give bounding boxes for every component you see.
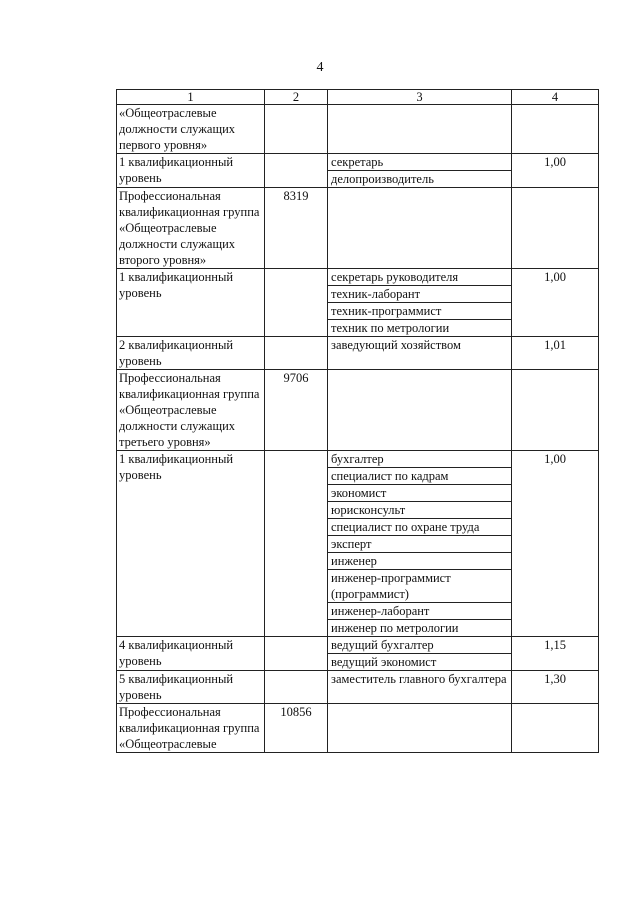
group-or-level-cell: 4 квалификационный уровень bbox=[117, 637, 265, 671]
position-item: ведущий экономист bbox=[331, 655, 437, 669]
code-cell: 9706 bbox=[265, 370, 328, 451]
position-item: инженер-лаборант bbox=[328, 603, 511, 620]
position-item: техник-программист bbox=[328, 303, 511, 320]
table-row bbox=[117, 451, 599, 637]
position-item: экономист bbox=[328, 485, 511, 502]
positions-cell bbox=[328, 337, 512, 370]
positions-cell bbox=[328, 154, 512, 188]
position-item: юрисконсульт bbox=[328, 502, 511, 519]
position-item: инженер bbox=[328, 553, 511, 570]
position-item: секретарь руководителя bbox=[328, 269, 511, 286]
code-cell bbox=[265, 337, 328, 370]
coefficient-cell: 1,01 bbox=[512, 337, 599, 370]
coefficient-cell bbox=[512, 188, 599, 269]
coefficient-cell bbox=[512, 704, 599, 753]
position-item: делопроизводитель bbox=[331, 172, 434, 186]
position-item: ведущий бухгалтер bbox=[328, 637, 511, 654]
position-item: эксперт bbox=[328, 536, 511, 553]
position-item: заместитель главного бухгалтера bbox=[331, 672, 507, 686]
code-cell: 8319 bbox=[265, 188, 328, 269]
position-item: секретарь bbox=[328, 154, 511, 171]
group-or-level-cell: 1 квалификационный уровень bbox=[117, 451, 265, 637]
group-or-level-cell: 2 квалификационный уровень bbox=[117, 337, 265, 370]
coefficient-cell bbox=[512, 370, 599, 451]
table-row bbox=[117, 154, 599, 188]
positions-cell bbox=[328, 637, 512, 671]
group-or-level-cell: Профессиональная квалификационная группа «Общеотраслевые должности служащих третьего уровня» bbox=[117, 370, 265, 451]
group-or-level-cell: 1 квалификационный уровень bbox=[117, 269, 265, 337]
coefficient-cell: 1,15 bbox=[512, 637, 599, 671]
coefficient-cell: 1,00 bbox=[512, 451, 599, 637]
table-row bbox=[117, 105, 599, 154]
code-cell bbox=[265, 105, 328, 154]
position-item: бухгалтер bbox=[328, 451, 511, 468]
group-or-level-cell: Профессиональная квалификационная группа «Общеотраслевые должности служащих второго уровня» bbox=[117, 188, 265, 269]
positions-cell bbox=[328, 269, 512, 337]
positions-cell bbox=[328, 188, 512, 269]
position-item: инженер-программист (программист) bbox=[328, 570, 511, 603]
position-item: специалист по охране труда bbox=[328, 519, 511, 536]
page-number: 4 bbox=[316, 60, 324, 75]
group-or-level-cell: Профессиональная квалификационная группа «Общеотраслевые bbox=[117, 704, 265, 753]
table-row bbox=[117, 188, 599, 269]
code-cell bbox=[265, 154, 328, 188]
position-item: специалист по кадрам bbox=[328, 468, 511, 485]
code-cell bbox=[265, 637, 328, 671]
code-cell bbox=[265, 451, 328, 637]
position-item: техник по метрологии bbox=[331, 321, 450, 335]
header-cell: 4 bbox=[512, 90, 599, 105]
coefficient-cell bbox=[512, 105, 599, 154]
header-cell: 2 bbox=[265, 90, 328, 105]
positions-cell bbox=[328, 451, 512, 637]
table-row bbox=[117, 269, 599, 337]
group-or-level-cell: 1 квалификационный уровень bbox=[117, 154, 265, 188]
position-item: заведующий хозяйством bbox=[331, 338, 461, 352]
positions-cell bbox=[328, 704, 512, 753]
table-header-row bbox=[117, 90, 599, 105]
code-cell bbox=[265, 671, 328, 704]
table-row bbox=[117, 637, 599, 671]
code-cell bbox=[265, 269, 328, 337]
code-cell: 10856 bbox=[265, 704, 328, 753]
coefficient-cell: 1,00 bbox=[512, 269, 599, 337]
table-row bbox=[117, 671, 599, 704]
table-row bbox=[117, 337, 599, 370]
header-cell: 1 bbox=[117, 90, 265, 105]
table-row bbox=[117, 704, 599, 753]
group-or-level-cell: 5 квалификационный уровень bbox=[117, 671, 265, 704]
positions-cell bbox=[328, 105, 512, 154]
positions-cell bbox=[328, 671, 512, 704]
header-cell: 3 bbox=[328, 90, 512, 105]
group-or-level-cell: «Общеотраслевые должности служащих первого уровня» bbox=[117, 105, 265, 154]
coefficient-cell: 1,30 bbox=[512, 671, 599, 704]
positions-table bbox=[116, 89, 599, 753]
position-item: техник-лаборант bbox=[328, 286, 511, 303]
position-item: инженер по метрологии bbox=[331, 621, 459, 635]
table-row bbox=[117, 370, 599, 451]
coefficient-cell: 1,00 bbox=[512, 154, 599, 188]
positions-cell bbox=[328, 370, 512, 451]
